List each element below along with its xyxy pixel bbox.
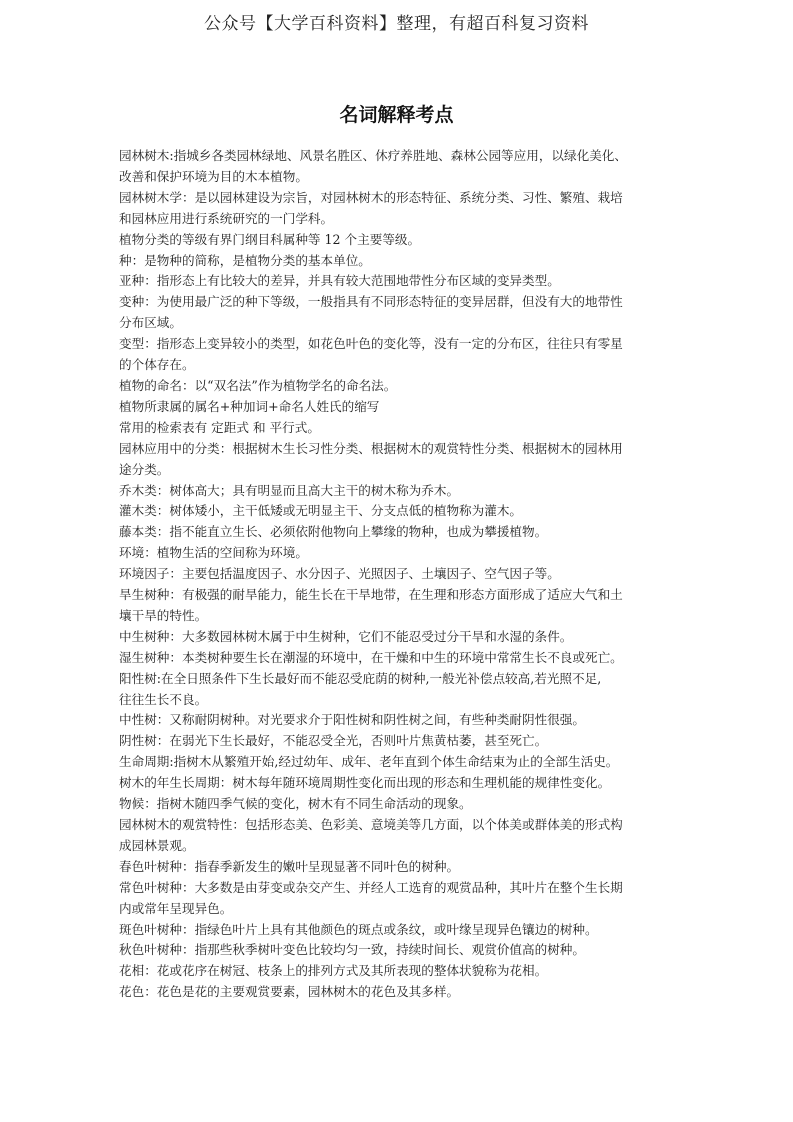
term-entry: 常色叶树种：大多数是由芽变或杂交产生、并经人工选育的观赏品种，其叶片在整个生长期 内或常年呈现异色。: [119, 879, 623, 916]
term-entry: 植物分类的等级有界门纲目科属种等 12 个主要等级。: [119, 231, 421, 247]
header-note: 公众号【大学百科资料】整理，有超百科复习资料: [204, 14, 589, 34]
page-title: 名词解释考点: [339, 104, 454, 126]
term-entry: 花相：花或花序在树冠、枝条上的排列方式及其所表现的整体状貌称为花相。: [119, 963, 548, 979]
term-entry: 中生树种：大多数园林树木属于中生树种，它们不能忍受过分干旱和水湿的条件。: [119, 628, 573, 644]
term-entry: 乔木类：树体高大；具有明显而且高大主干的树木称为乔木。: [119, 482, 460, 498]
term-entry: 生命周期:指树木从繁殖开始,经过幼年、成年、老年直到个体生命结束为止的全部生活史。: [119, 754, 619, 770]
term-entry: 阳性树:在全日照条件下生长最好而不能忍受庇荫的树种,一般光补偿点较高,若光照不足, 往往生长不良。: [119, 670, 602, 707]
term-entry: 旱生树种：有极强的耐旱能力，能生长在干旱地带，在生理和形态方面形成了适应大气和土 壤干旱的特性。: [119, 587, 623, 623]
term-entry: 变型：指形态上变异较小的类型，如花色叶色的变化等，没有一定的分布区，往往只有零星 的个体存在。: [119, 336, 623, 373]
term-entry: 阴性树：在弱光下生长最好，不能忍受全光，否则叶片焦黄枯萎，甚至死亡。: [119, 733, 548, 749]
term-entry: 植物的命名：以“双名法”作为植物学名的命名法。: [119, 377, 397, 393]
term-entry: 秋色叶树种：指那些秋季树叶变色比较均匀一致，持续时间长、观赏价值高的树种。: [119, 942, 585, 958]
term-entry: 园林应用中的分类：根据树木生长习性分类、根据树木的观赏特性分类、根据树木的园林用 途分类。: [119, 440, 623, 477]
term-entry: 藤本类：指不能直立生长、必须依附他物向上攀缘的物种，也成为攀援植物。: [119, 524, 548, 540]
term-entry: 园林树木学：是以园林建设为宗旨，对园林树木的形态特征、系统分类、习性、繁殖、栽培 和园林应用进行系统研究的一门学科。: [119, 189, 623, 226]
term-entry: 植物所隶属的属名+种加词+命名人姓氏的缩写: [119, 398, 380, 414]
term-entry: 常用的检索表有 定距式 和 平行式。: [119, 419, 320, 435]
term-entry: 环境因子：主要包括温度因子、水分因子、光照因子、土壤因子、空气因子等。: [119, 566, 560, 582]
term-entry: 变种：为使用最广泛的种下等级，一般指具有不同形态特征的变异居群，但没有大的地带性 分布区域。: [119, 294, 623, 331]
term-entry: 园林树木的观赏特性：包括形态美、色彩美、意境美等几方面，以个体美或群体美的形式构 成园林景观。: [119, 817, 623, 853]
term-entry: 灌木类：树体矮小，主干低矮或无明显主干、分支点低的植物称为灌木。: [119, 503, 522, 519]
term-entry: 中性树：又称耐阴树种。对光要求介于阳性树和阴性树之间，有些种类耐阴性很强。: [119, 712, 585, 728]
term-entry: 树木的年生长周期：树木每年随环境周期性变化而出现的形态和生理机能的规律性变化。: [119, 775, 611, 791]
term-entry: 物候：指树木随四季气候的变化，树木有不同生命活动的现象。: [119, 796, 472, 812]
term-entry: 种：是物种的简称，是植物分类的基本单位。: [119, 252, 371, 268]
term-entry: 春色叶树种：指春季新发生的嫩叶呈现显著不同叶色的树种。: [119, 858, 460, 874]
term-entry: 环境：植物生活的空间称为环境。: [119, 545, 308, 561]
term-entry: 花色：花色是花的主要观赏要素，园林树木的花色及其多样。: [119, 984, 460, 1000]
term-entry: 园林树木:指城乡各类园林绿地、风景名胜区、休疗养胜地、森林公园等应用，以绿化美化、 改善和保护环境为目的木本植物。: [119, 148, 627, 184]
term-list: [119, 146, 685, 1003]
term-entry: 斑色叶树种：指绿色叶片上具有其他颜色的斑点或条纹，或叶缘呈现异色镶边的树种。: [119, 921, 598, 937]
term-entry: 湿生树种：本类树种要生长在潮湿的环境中，在干燥和中生的环境中常常生长不良或死亡。: [119, 649, 623, 665]
term-entry: 亚种：指形态上有比较大的差异，并具有较大范围地带性分布区域的变异类型。: [119, 273, 560, 289]
